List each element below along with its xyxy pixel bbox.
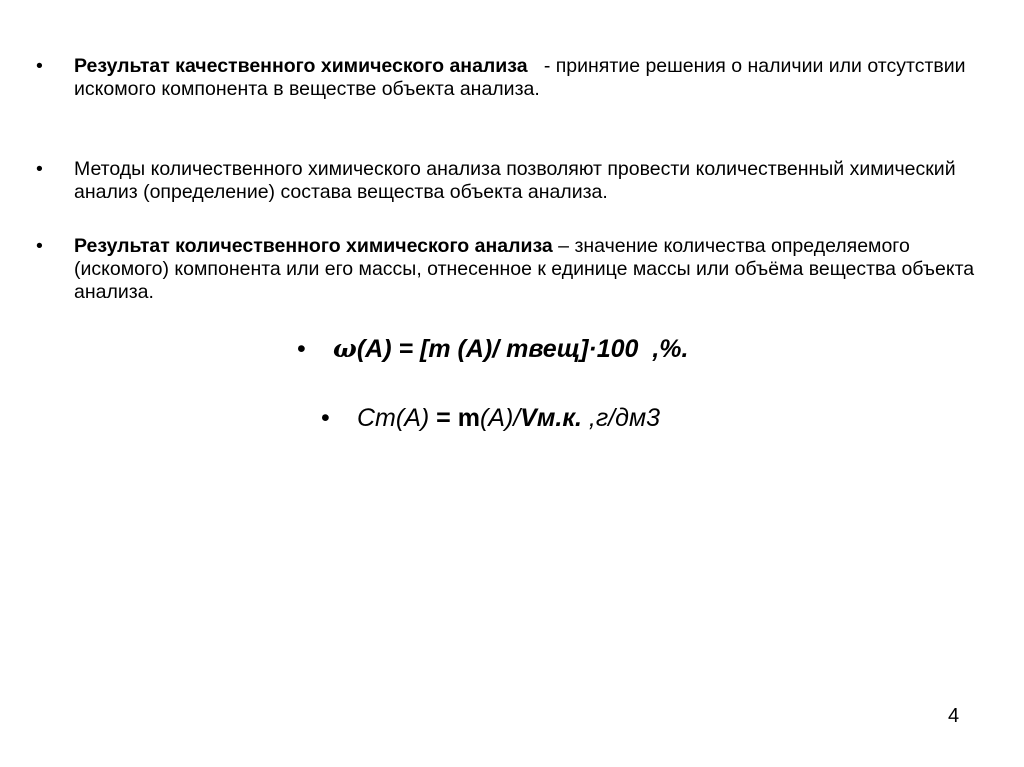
formula-tail: 100 ,%. xyxy=(596,335,689,363)
bullet-icon: • xyxy=(36,55,43,77)
formula-mass-concentration xyxy=(321,403,660,433)
bold-term: Результат качественного химического анализа xyxy=(74,55,528,77)
bullet-text xyxy=(74,158,996,204)
multiply-sign: · xyxy=(588,335,597,363)
bold-term: Результат количественного химического анализа xyxy=(74,235,553,257)
definition-text: Методы количественного химического анализа позволяют провести количественный химический анализ (определение) состава вещества объекта анализа. xyxy=(74,158,956,203)
definition-text: – значение количества определяемого (искомого) компонента или его массы, отнесенное к единице массы или объёма вещества объекта анализа. xyxy=(74,235,975,303)
formula-body: (А) = [m (А)/ mвещ] xyxy=(356,335,589,363)
definition-text: - принятие решения о наличии или отсутствии искомого компонента в веществе объекта анализа. xyxy=(74,55,971,100)
formula-part-eq-m: = m xyxy=(436,404,480,432)
formula-part-units: ,г/дм3 xyxy=(581,404,660,432)
formula-part-v: Vм.к. xyxy=(520,404,582,432)
bullet-icon: • xyxy=(321,404,330,432)
formula-part-a: (A)/ xyxy=(479,404,521,432)
formula-part-cm: Cm(A) xyxy=(357,404,437,432)
bullet-text xyxy=(74,235,996,304)
bullet-item-qualitative-result xyxy=(36,55,996,101)
formula-mass-fraction xyxy=(297,334,688,364)
bullet-item-quantitative-result xyxy=(36,235,996,304)
bullet-text xyxy=(74,55,996,101)
page-number: 4 xyxy=(948,705,960,727)
bullet-icon: • xyxy=(297,335,306,363)
omega-symbol: ω xyxy=(333,334,357,363)
bullet-icon: • xyxy=(36,235,43,257)
bullet-item-quantitative-methods xyxy=(36,158,996,204)
bullet-icon: • xyxy=(36,158,43,180)
